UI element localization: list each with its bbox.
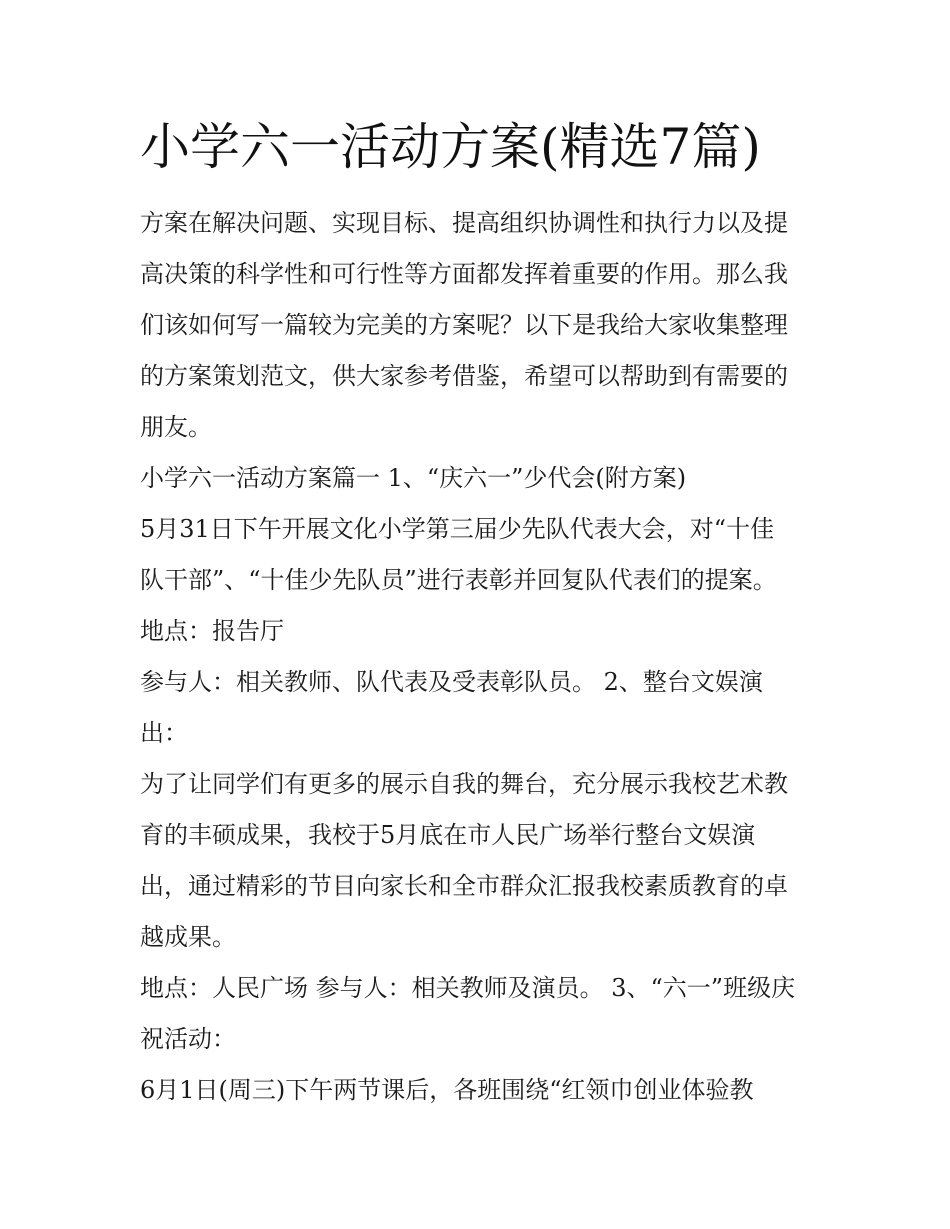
body-line: 地点：人民广场 参与人：相关教师及演员。 3、“六一”班级庆 [140, 974, 796, 1002]
document-title: 小学六一活动方案(精选7篇) [140, 118, 761, 176]
body-line: 们该如何写一篇较为完美的方案呢？以下是我给大家收集整理 [140, 311, 788, 339]
body-line: 5月31日下午开展文化小学第三届少先队代表大会，对“十佳 [140, 515, 775, 543]
document-body [140, 198, 820, 1116]
body-line: 的方案策划范文，供大家参考借鉴，希望可以帮助到有需要的 [140, 362, 788, 390]
body-line: 育的丰硕成果，我校于5月底在市人民广场举行整台文娱演 [140, 821, 756, 849]
body-line: 朋友。 [140, 413, 212, 441]
body-line: 参与人：相关教师、队代表及受表彰队员。 2、整台文娱演 [140, 668, 763, 696]
body-line: 高决策的科学性和可行性等方面都发挥着重要的作用。那么我 [140, 260, 788, 288]
body-line: 出，通过精彩的节目向家长和全市群众汇报我校素质教育的卓 [140, 872, 788, 900]
body-line: 越成果。 [140, 923, 236, 951]
body-line: 队干部”、“十佳少先队员”进行表彰并回复队代表们的提案。 [140, 566, 777, 594]
body-line: 祝活动： [140, 1025, 236, 1053]
body-line: 方案在解决问题、实现目标、提高组织协调性和执行力以及提 [140, 209, 788, 237]
body-line: 出： [140, 719, 188, 747]
body-line: 为了让同学们有更多的展示自我的舞台，充分展示我校艺术教 [140, 770, 788, 798]
body-line: 地点：报告厅 [140, 617, 284, 645]
body-line: 6月1日(周三)下午两节课后，各班围绕“红领巾创业体验教 [140, 1076, 754, 1104]
section-heading-line: 小学六一活动方案篇一 1、“庆六一”少代会(附方案) [140, 464, 687, 492]
